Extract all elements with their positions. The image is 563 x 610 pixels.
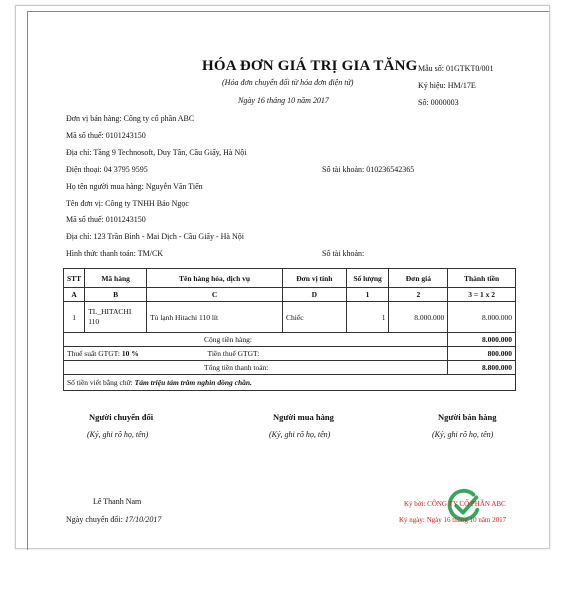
convert-date-label: Ngày chuyển đổi:: [66, 515, 123, 524]
table-row: [64, 302, 516, 333]
amount-in-words-label: Số tiền viết bằng chữ:: [67, 378, 133, 387]
header-unit: Đơn vị tính: [283, 269, 347, 288]
buyer-company: Tên đơn vị: Công ty TNHH Bảo Ngọc: [66, 199, 189, 208]
code-b: B: [85, 288, 147, 302]
converter-sign-note: (Ký, ghi rõ họ, tên): [87, 430, 149, 439]
form-number: Mẫu số: 01GTKT0/001: [418, 64, 494, 73]
vat-rate-value: 10 %: [121, 349, 139, 358]
total-value: 8.800.000: [448, 361, 516, 375]
header-price: Đơn giá: [389, 269, 448, 288]
invoice-subtitle: (Hóa đơn chuyển đổi từ hóa đơn điện tử): [222, 78, 354, 87]
row-stt: 1: [64, 302, 85, 333]
header-stt: STT: [64, 269, 85, 288]
header-amount: Thành tiền: [448, 269, 516, 288]
buyer-account: Số tài khoản:: [322, 249, 365, 258]
code-3: 3 = 1 x 2: [448, 288, 516, 302]
total-label: Tổng tiền thanh toán:: [64, 361, 448, 375]
seller-phone: Điện thoại: 04 3795 9595: [66, 165, 148, 174]
signed-date: Ngày 16 tháng 10 năm 2017: [426, 516, 507, 524]
buyer-name: Họ tên người mua hàng: Nguyễn Văn Tiến: [66, 182, 203, 191]
row-amount: 8.000.000: [448, 302, 516, 333]
buyer-tax-code: Mã số thuế: 0101243150: [66, 215, 146, 224]
payment-method: Hình thức thanh toán: TM/CK: [66, 249, 164, 258]
signed-date-label: Ký ngày:: [399, 516, 425, 524]
vat-rate-label: Thuế suất GTGT:: [67, 349, 120, 358]
row-code: TL_HITACHI 110: [85, 302, 147, 333]
converter-name: Lê Thanh Nam: [93, 497, 142, 506]
convert-date: 17/10/2017: [124, 515, 162, 524]
header-name: Tên hàng hóa, dịch vụ: [147, 269, 283, 288]
amount-in-words: Tám triệu tám trăm nghìn đồng chẵn.: [134, 378, 252, 387]
vat-label: Tiền thuế GTGT:: [207, 349, 260, 358]
total-row: [64, 361, 516, 375]
code-1: 1: [346, 288, 389, 302]
seller-address: Địa chỉ: Tầng 9 Technosoft, Duy Tân, Cầu Giấy, Hà Nội: [66, 148, 247, 157]
row-price: 8.000.000: [389, 302, 448, 333]
convert-date-line: [66, 515, 161, 524]
signed-by: CÔNG TY CỔ PHẦN ABC: [427, 500, 506, 508]
code-a: A: [64, 288, 85, 302]
buyer-sign-note: (Ký, ghi rõ họ, tên): [269, 430, 331, 439]
header-qty: Số lượng: [346, 269, 389, 288]
code-d: D: [283, 288, 347, 302]
vat-row-labels: [64, 347, 448, 361]
amount-in-words-cell: [64, 375, 516, 391]
signed-by-label: Ký bởi:: [404, 500, 426, 508]
buyer-signature-title: Người mua hàng: [273, 412, 334, 422]
subtotal-row: [64, 333, 516, 347]
header-code: Mã hàng: [85, 269, 147, 288]
subtotal-value: 8.000.000: [448, 333, 516, 347]
code-c: C: [147, 288, 283, 302]
seller-sign-note: (Ký, ghi rõ họ, tên): [432, 430, 494, 439]
table-code-row: [64, 288, 516, 302]
digital-sign-date-line: [399, 516, 506, 524]
code-2: 2: [389, 288, 448, 302]
table-header-row: [64, 269, 516, 288]
invoice-title: HÓA ĐƠN GIÁ TRỊ GIA TĂNG: [202, 58, 418, 74]
amount-in-words-row: [64, 375, 516, 391]
seller-tax-code: Mã số thuế: 0101243150: [66, 131, 146, 140]
subtotal-label: Cộng tiền hàng:: [64, 333, 448, 347]
row-name: Tủ lạnh Hitachi 110 lít: [147, 302, 283, 333]
invoice-symbol: Ký hiệu: HM/17E: [418, 81, 476, 90]
seller-account: Số tài khoản: 010236542365: [322, 165, 415, 174]
seller-signature-title: Người bán hàng: [438, 412, 497, 422]
invoice-number: Số: 0000003: [418, 98, 459, 107]
vat-row: [64, 347, 516, 361]
seller-name: Đơn vị bán hàng: Công ty cổ phần ABC: [66, 114, 195, 123]
row-qty: 1: [346, 302, 389, 333]
digital-signer-line: [404, 500, 506, 508]
vat-value: 800.000: [448, 347, 516, 361]
row-unit: Chiếc: [283, 302, 347, 333]
invoice-items-table: [63, 268, 516, 391]
buyer-address: Địa chỉ: 123 Trần Bình - Mai Dịch - Cầu Giấy - Hà Nội: [66, 232, 244, 241]
invoice-date: Ngày 16 tháng 10 năm 2017: [238, 96, 329, 105]
converter-title: Người chuyển đổi: [89, 412, 154, 422]
